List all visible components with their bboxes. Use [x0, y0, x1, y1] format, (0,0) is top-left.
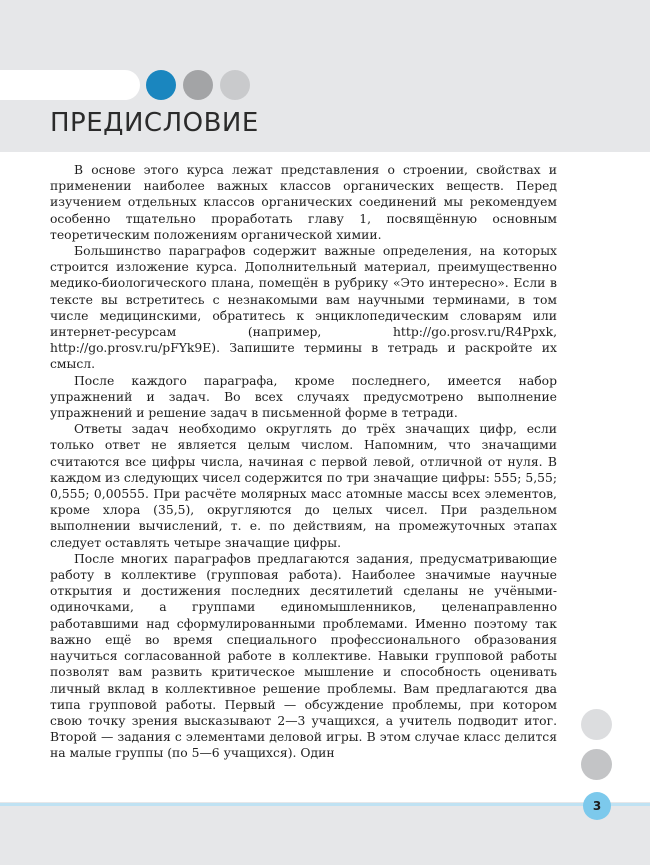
side-circle-icon: [581, 709, 612, 740]
side-circle-icon: [581, 749, 612, 780]
page-number-badge: [583, 792, 611, 820]
header-pill-decoration: [0, 70, 140, 100]
paragraph: После каждого параграфа, кроме последнего, имеется набор упражнений и задач. Во всех случаях предусмотрено выполнение упражнений и решение задач в письменной форме в тетради.: [50, 373, 557, 421]
paragraph: Большинство параграфов содержит важные определения, на которых строится изложение курса. Дополнительный материал, преимущественно медико-биологического плана, помещён в рубрику «Это интересно». Если в тексте вы встретитесь с незнакомыми вам научными терминами, в том числе медицинскими, обратитесь к энциклопедическим словарям или интернет-ресурсам (например, http://go.prosv.ru/R4Ppxk, http://go.prosv.ru/pFYk9E). Запишите термины в тетрадь и раскройте их смысл.: [50, 244, 557, 372]
page-number: 3: [592, 799, 602, 813]
paragraph: После многих параграфов предлагаются задания, предусматривающие работу в коллективе (групповая работа). Наиболее значимые научные открытия и достижения последних десятилетий сделаны не учёными-одиночками, а группами единомышленников, целенаправленно работавшими над сформулированными проблемами. Именно поэтому так важно ещё во время специального профессионального образования научиться согласованной работе в коллективе. Навыки групповой работы позволят вам развить критическое мышление и способность оценивать личный вклад в коллективное решение проблемы. Вам предлагаются два типа групповой работы. Первый — обсуждение проблемы, при котором свою точку зрения высказывают 2—3 учащихся, а учитель подводит итог. Второй — задания с элементами деловой игры. В этом случае класс делится на малые группы (по 5—6 учащихся). Один: [50, 551, 557, 761]
page-title: ПРЕДИСЛОВИЕ: [50, 108, 259, 138]
light-grey-circle-icon: [220, 70, 250, 100]
footer-divider: [0, 803, 650, 806]
paragraph: В основе этого курса лежат представления о строении, свойствах и применении наиболее важных классов органических веществ. Перед изучением отдельных классов органических соединений мы рекомендуем особенно тщательно проработать главу 1, посвящённую основным теоретическим положениям органической химии.: [50, 163, 557, 242]
paragraph: Ответы задач необходимо округлять до трёх значащих цифр, если только ответ не является целым числом. Напомним, что значащими считаются все цифры числа, начиная с первой левой, отличной от нуля. В каждом из следующих чисел содержится по три значащие цифры: 555; 5,55; 0,555; 0,00555. При расчёте молярных масс атомные массы всех элементов, кроме хлора (35,5), округляются до целых чисел. При раздельном выполнении вычислений, т. е. по действиям, на промежуточных этапах следует оставлять четыре значащие цифры.: [50, 422, 557, 550]
blue-circle-icon: [146, 70, 176, 100]
preface-text: [50, 162, 557, 762]
grey-circle-icon: [183, 70, 213, 100]
